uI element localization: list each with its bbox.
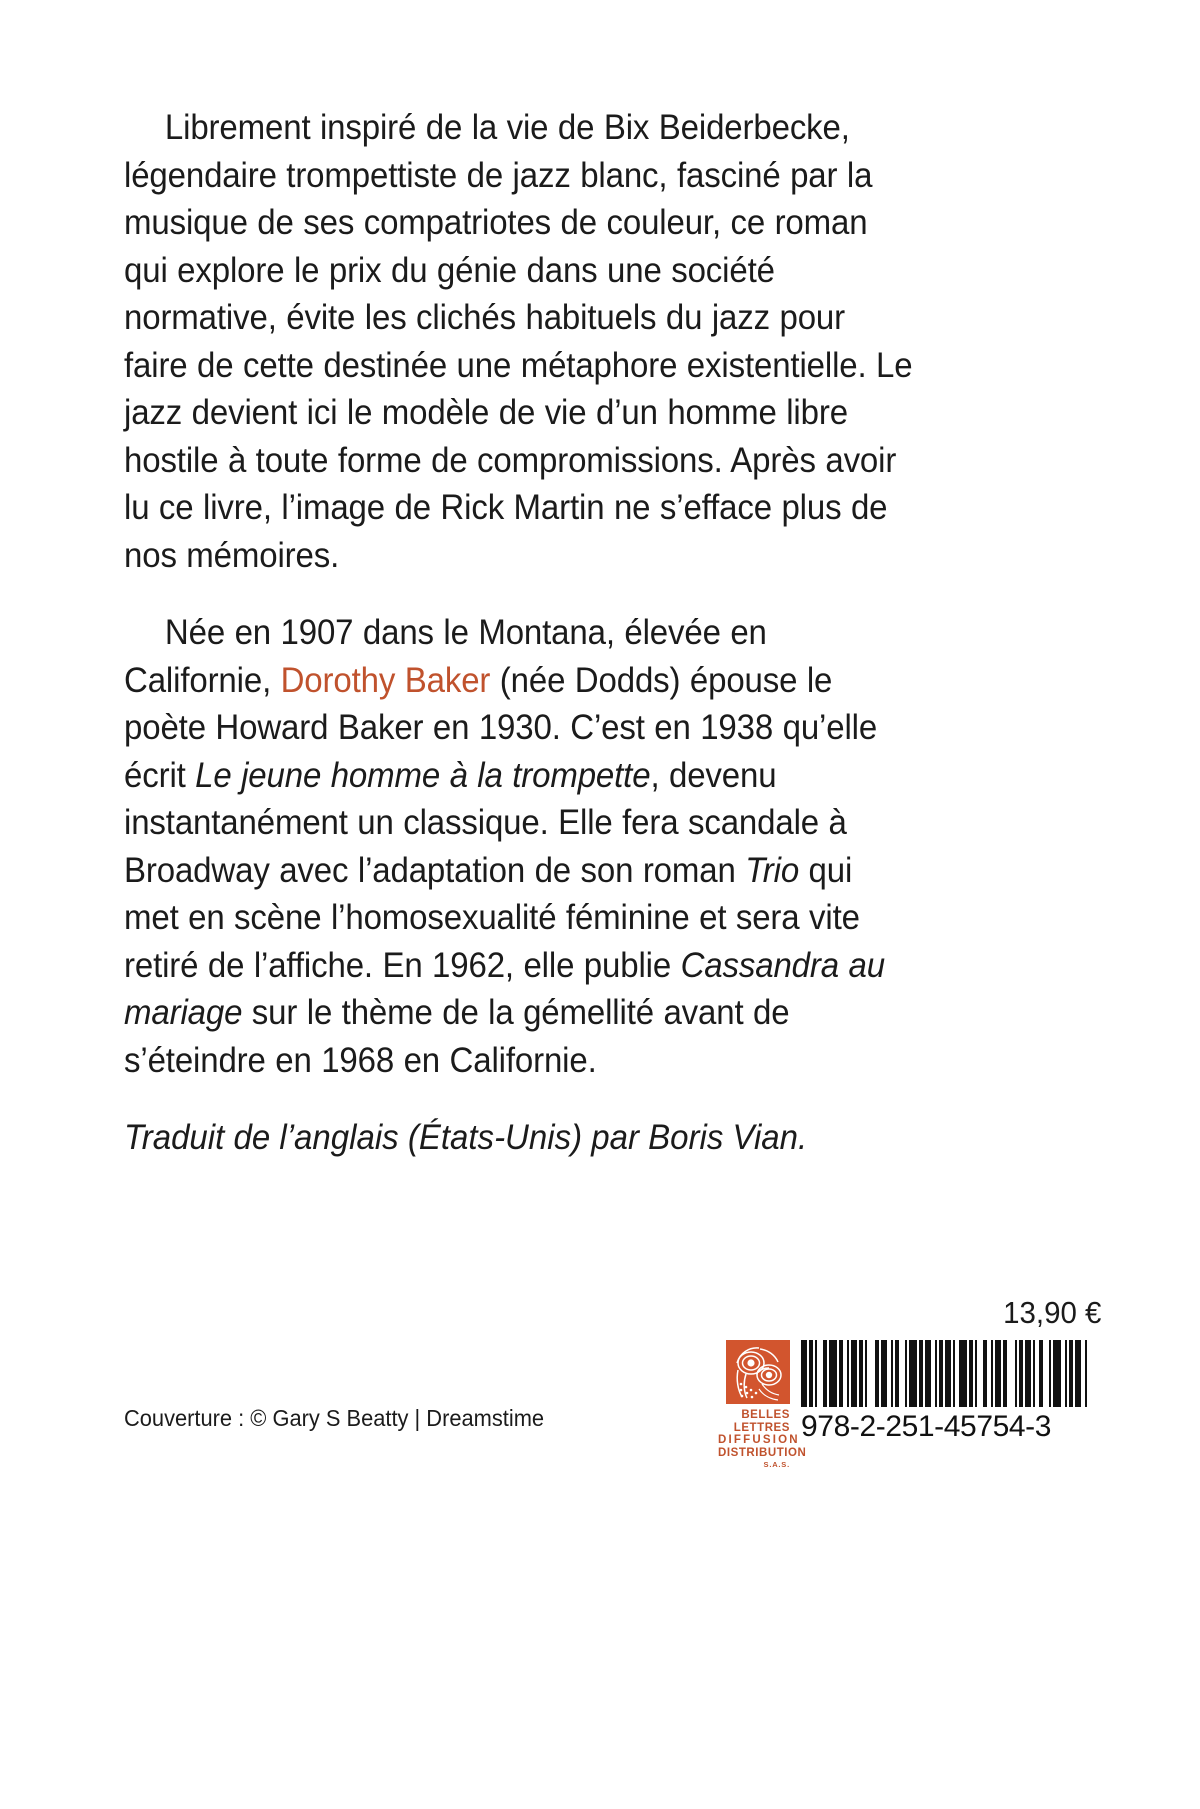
logo-caption-line-2: DIFFUSION	[718, 1434, 800, 1447]
owl-logo-icon	[726, 1340, 790, 1404]
barcode-block	[801, 1340, 1089, 1444]
publisher-logo-caption	[718, 1409, 807, 1472]
logo-caption-line-1: BELLES LETTRES	[733, 1409, 790, 1434]
back-cover-text-block	[124, 104, 914, 1197]
publisher-barcode-bar	[718, 1340, 1089, 1472]
logo-caption-line-3: DISTRIBUTION	[718, 1446, 807, 1459]
publisher-logo	[718, 1340, 807, 1472]
bio-text-part-2: (née Dodds) épouse le poète Howard Baker en 1930. C’est en 1938 qu’elle écrit	[124, 659, 878, 795]
book-title-cassandra-au-mariage: Cassandra au mariage	[124, 944, 885, 1032]
blurb-text: Librement inspiré de la vie de Bix Beiderbecke, légendaire trompettiste de jazz blanc, fasciné par la musique de ses compatriotes de couleur, ce roman qui explore le prix du génie dans une société normative, évite les clichés habituels du jazz pour faire de cette destinée une métaphore existentielle. Le jazz devient ici le modèle de vie d’un homme libre hostile à toute forme de compromissions. Après avoir lu ce livre, l’image de Rick Martin ne s’efface plus de nos mémoires.	[124, 107, 913, 575]
cover-credit-label: Couverture : © Gary S Beatty | Dreamstime	[124, 1405, 545, 1431]
translator-note: Traduit de l’anglais (États-Unis) par Boris Vian.	[124, 1117, 808, 1157]
bio-text-part-1: Née en 1907 dans le Montana, élevée en Californie,	[124, 612, 767, 700]
bio-text-part-4: qui met en scène l’homosexualité féminine et sera vite retiré de l’affiche. En 1962, elle publie	[124, 849, 860, 985]
book-title-trio: Trio	[745, 849, 800, 890]
price-label: 13,90 €	[1002, 1295, 1101, 1330]
bio-text-part-5: sur le thème de la gémellité avant de s’éteindre en 1968 en Californie.	[124, 992, 790, 1080]
book-title-le-jeune-homme-a-la-trompette: Le jeune homme à la trompette	[195, 754, 651, 795]
logo-caption-line-4: S.A.S.	[763, 1460, 790, 1470]
biography-paragraph	[124, 609, 915, 1084]
isbn-label: 978-2-251-45754-3	[801, 1410, 1052, 1443]
blurb-paragraph	[124, 104, 915, 579]
bio-text-part-3: , devenu instantanément un classique. Elle fera scandale à Broadway avec l’adaptation de son roman	[124, 754, 847, 890]
author-name: Dorothy Baker	[280, 659, 491, 700]
barcode-icon	[801, 1340, 1089, 1407]
